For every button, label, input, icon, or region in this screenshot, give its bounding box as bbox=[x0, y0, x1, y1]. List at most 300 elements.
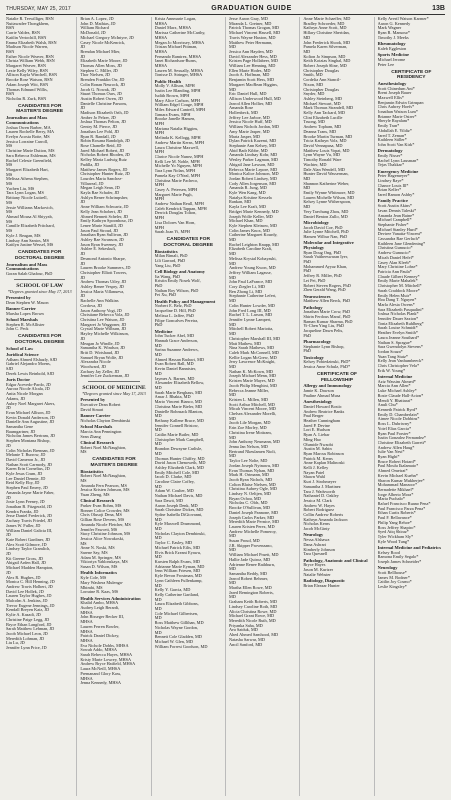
degree-note: *Degrees granted since May 17, 2013 bbox=[7, 288, 72, 294]
list-item: Kathleen Jane Glendening* bbox=[377, 241, 426, 246]
subsection-heading: Neurology bbox=[303, 532, 324, 538]
list-item: Christine Elizabeth Garrett* bbox=[377, 440, 427, 445]
list-item: Brooke Martin Turman, MD bbox=[303, 134, 353, 139]
list-item: Christopher M. Mitchell* bbox=[377, 284, 422, 289]
list-item: MD bbox=[303, 35, 311, 40]
list-item: Adam M. Springer, MS bbox=[80, 555, 121, 560]
list-item: Patricia Ann Paula* bbox=[377, 270, 412, 274]
list-item: Michael Patrick Eilts, MD bbox=[154, 545, 201, 550]
list-item: Jason Paul Stroud, JD bbox=[80, 228, 119, 233]
list-item: Edgar Acevedo-Pardo, JD bbox=[6, 382, 51, 387]
list-item: Smith, MD bbox=[303, 73, 323, 78]
list-item: Melissa L. Jaffee, PhD bbox=[154, 313, 194, 318]
list-item: Samantha Gene bbox=[6, 425, 34, 430]
list-item: Cordova, JD bbox=[80, 303, 103, 308]
list-item: Chris Olusoji Dena, MS bbox=[80, 513, 122, 518]
list-item: Britt D. Wirtshaud, JD bbox=[80, 350, 120, 355]
subsection-heading: Clinical Research bbox=[80, 498, 115, 504]
subsection-heading: Dermatology bbox=[377, 148, 403, 154]
list-item: Marla Alesia Owens* bbox=[377, 302, 415, 307]
list-item: MD bbox=[228, 275, 236, 280]
list-item: Kelly Y. Garcia, MD bbox=[154, 588, 191, 593]
list-item: Lauren Taylor Hughes, JD bbox=[6, 594, 52, 599]
list-item: Mohammad Manzoor* bbox=[377, 483, 418, 488]
list-item: Jennifer Lynne Lampert, bbox=[228, 318, 272, 322]
list-item: Melinda K. Kellogg, MPH bbox=[154, 136, 201, 141]
list-item: Jacob Michael Leon, JD bbox=[6, 631, 48, 636]
list-item: MD bbox=[303, 176, 311, 181]
list-item: Jonathan Lee Pohl, JD bbox=[80, 129, 119, 134]
subsection-heading: Journalism and Mass Communications bbox=[6, 261, 48, 272]
list-item: Brian A. Lopez, JD bbox=[80, 17, 114, 21]
list-item: MPH bbox=[154, 131, 164, 136]
list-item: MHSA bbox=[80, 610, 93, 615]
list-item: Taylor C. Easley, MD bbox=[154, 541, 193, 546]
list-item: Kendall Breyen Kaiz, JD bbox=[6, 608, 50, 613]
list-item: MHSA bbox=[80, 620, 93, 625]
list-item: Bridget Marie Kennedy, MD bbox=[228, 209, 279, 214]
list-item: Megan Leigh Sean, JD bbox=[80, 186, 120, 191]
list-item: JD bbox=[6, 533, 11, 538]
list-item: Kimberly Johnson bbox=[303, 547, 335, 552]
list-item: Matthew Louis Vopat, MD bbox=[303, 148, 350, 153]
divider bbox=[14, 279, 65, 280]
section-heading: CERTIFICATE OF FELLOWSHIP bbox=[316, 372, 358, 383]
list-item: Jordan Joseph Nyinawu, MD bbox=[228, 463, 280, 468]
list-item: JD bbox=[80, 45, 86, 50]
list-item: Daniel Marx, MHSA bbox=[154, 26, 192, 31]
list-item: Austin M. Sabin bbox=[303, 447, 332, 452]
list-item: Alex R. Hughes, JD bbox=[6, 575, 41, 580]
list-item: Kelly Jean Vanhumbeeck* bbox=[377, 359, 424, 364]
list-item: Stacy Christine Johnson, MS bbox=[80, 532, 131, 537]
list-item: Adam W. Coulter, MD bbox=[154, 489, 194, 494]
list-item: Joshua Owen Barber, MA bbox=[6, 125, 51, 130]
list-item: Casey Nicole McKenrick, bbox=[80, 40, 126, 45]
list-item: Maria Jasper, MD bbox=[228, 134, 260, 139]
list-item: Lexie Kelly Wiley, BSN bbox=[6, 68, 48, 73]
list-item: MD bbox=[303, 205, 311, 210]
list-item: Laura Elizabeth Gibbons, bbox=[154, 602, 199, 607]
list-item: Alex Scott Gilmore, JD bbox=[6, 542, 47, 547]
list-item: Leslie Kingsley* bbox=[377, 585, 407, 590]
section-heading: CANDIDATES FOR DOCTORAL DEGREE bbox=[14, 250, 65, 261]
list-item: Clint Elizabeth Lucille bbox=[303, 115, 343, 120]
list-item: Hansen Wilbur Nan, PhD bbox=[303, 234, 348, 239]
list-item: Aubry Noel Margaret Akers, bbox=[6, 401, 56, 406]
list-item: Lauren M. Sexually, MHSA bbox=[154, 68, 204, 73]
list-item: Hollenbeck, MD bbox=[228, 111, 258, 116]
list-item: Kendra Franks, JD bbox=[6, 509, 39, 514]
list-item: Scott Bellhouse* bbox=[377, 571, 407, 576]
subsection-heading: Neurosciences bbox=[303, 293, 331, 299]
list-item: Stephen Paul Emery, JD bbox=[6, 486, 48, 491]
list-item: Brooke Rose Watson, BSN bbox=[6, 78, 53, 83]
list-item: Colin Nicholas Brennan, JD bbox=[6, 448, 55, 453]
list-item: Melanie T. Burrow, JD bbox=[6, 453, 46, 458]
list-item: John Scott Van Kirk* bbox=[377, 142, 415, 147]
list-item: Emily Mitchell Cole, MD bbox=[154, 470, 200, 475]
list-item: Jared Michael Robert, JD bbox=[80, 148, 125, 153]
list-item: Dale Alan Wendell, MD bbox=[303, 167, 345, 172]
list-item: Megan Jo Morrissey, MHSA bbox=[154, 40, 205, 45]
section-heading: CANDIDATES FOR DOCTORAL DEGREE bbox=[163, 237, 214, 248]
list-item: MD bbox=[154, 451, 162, 456]
page-header bbox=[6, 3, 445, 15]
list-item: Monica Kalice Johnson, MD bbox=[228, 172, 279, 177]
list-item: Ahmad Mousa Al Shiyyab, bbox=[6, 215, 53, 219]
list-item: Graham Keith Roberts, MD bbox=[228, 600, 277, 605]
list-item: Lee Daniel Dennie, JD bbox=[6, 476, 46, 481]
list-item: Filipe Goncalves Pereira, bbox=[154, 318, 199, 323]
list-item: Matthew James Rogers, JD bbox=[80, 167, 128, 172]
list-item: Susan Proud, MD bbox=[228, 539, 260, 544]
list-item: Judith Brown, MPH bbox=[154, 93, 190, 98]
list-item: Lili Garrard, PhD bbox=[154, 258, 186, 263]
list-item: Nicholas Clayton Dembinski, bbox=[154, 531, 206, 536]
list-item: Stephanie Lynn Bishop, bbox=[303, 344, 345, 349]
list-item: Jared T. Zeman* bbox=[377, 133, 407, 138]
list-item: Christine Marie Dutton, MS bbox=[6, 149, 55, 154]
list-item: MPH bbox=[154, 225, 164, 230]
list-item: Priyanka Saha, MD bbox=[228, 623, 263, 628]
list-item: Luke Michael Ashley* bbox=[377, 389, 417, 394]
list-item: Christina Marie Bieler, MD bbox=[154, 404, 203, 409]
list-item: MD bbox=[154, 583, 162, 588]
subsection-heading: Clinical Research bbox=[80, 439, 115, 445]
list-item: Trevor Eugene Jennings, JD bbox=[6, 603, 55, 608]
list-item: Amanda Nicole Fletcher, MS bbox=[80, 522, 131, 527]
list-item: Jordan Souza* bbox=[377, 349, 403, 354]
list-item: Emily Helen Muir* bbox=[377, 293, 412, 298]
list-item: Yuchen Liu, MS bbox=[6, 186, 35, 191]
list-item: J.R. Skipper Provenzano, bbox=[228, 543, 273, 548]
list-item: Austin Robert Owen, JD bbox=[80, 96, 123, 101]
list-item: Joseph James Schneider* bbox=[377, 560, 422, 565]
list-item: Kate Robert Gardiner, JD bbox=[6, 537, 50, 542]
list-item: Sarah Christine Dickes, MD bbox=[154, 508, 204, 513]
list-item: Jeffrey William Lagasse, bbox=[228, 270, 272, 275]
list-item: Lourdes Maria Sanchez- bbox=[80, 176, 123, 181]
list-item: Monica C. Hill Henning, JD bbox=[6, 580, 55, 585]
list-item: Kelsey Lynne Witherspoon, bbox=[303, 200, 352, 205]
list-item: Jesse Daniel Frederick, JD bbox=[6, 514, 52, 519]
list-item: Kaitlin Vertochill, BSN bbox=[6, 35, 47, 40]
list-item: Jacob David Coe, PhD bbox=[303, 225, 343, 230]
subsection-heading: Medicine bbox=[154, 328, 173, 334]
list-item: McDonald, JD bbox=[80, 31, 106, 36]
list-item: Philip Yang Rehoe* bbox=[377, 520, 412, 525]
list-item: Margaret Marie Pugh, bbox=[154, 192, 193, 197]
list-item: Syed Atiq Shiraz* bbox=[377, 530, 409, 535]
list-item: Amy Marie Jasper, MD bbox=[228, 129, 270, 134]
list-item: Norbert E. Belz, PhD bbox=[154, 304, 192, 309]
list-item: Danielle Christine Parsons, bbox=[80, 101, 128, 106]
list-item: Meredith Lohman, JD bbox=[6, 636, 45, 641]
list-item: Nathan Scott Carmody, JD bbox=[6, 462, 53, 467]
list-item: Christopher Douglas bbox=[303, 87, 339, 92]
list-item: Kristy Marie Lowrey, MHSA bbox=[80, 657, 132, 662]
list-item: Claude Gilbert Kenney* bbox=[377, 274, 420, 279]
list-item: Matt Mathew, MD bbox=[228, 341, 262, 346]
list-item: Caitlin Marie Butler, MD bbox=[154, 433, 199, 438]
list-item: Mary Alice Carlson, MPH bbox=[154, 98, 201, 103]
list-item: Stuart Thomas Ours, JD bbox=[80, 92, 122, 97]
list-item: Bryce Hayes bbox=[303, 563, 326, 568]
list-item: Heather Evelyn Smith* bbox=[377, 331, 418, 336]
list-item: Emily Tran* bbox=[377, 124, 400, 129]
list-item: Thomas Hunter Chiffey, MD bbox=[154, 456, 205, 461]
list-item: Dean Stephen W. Mason bbox=[6, 300, 49, 305]
list-item: MD bbox=[228, 567, 236, 572]
list-item: John Tucker Abel, MD bbox=[154, 334, 195, 339]
list-item: Chance Louis Ill* bbox=[377, 183, 409, 188]
list-item: Micah Vincent Moore, MD bbox=[228, 407, 276, 412]
list-item: Goran Salah Ghafour, PhD bbox=[6, 271, 53, 276]
list-item: MD bbox=[303, 186, 311, 191]
list-item: Hayley Michelle Wilkinson, bbox=[80, 332, 129, 337]
list-item: Natalie Webster bbox=[303, 572, 331, 577]
graduate-list-columns bbox=[6, 17, 445, 796]
list-item: Andrew Nathan Reull, MPH bbox=[154, 202, 204, 207]
list-item: Evan Thomas Nyhan, MD bbox=[228, 468, 275, 473]
list-item: Lindsey N. Oeltjen, MD bbox=[228, 492, 271, 497]
list-item: Krista Annmarie Logan, bbox=[154, 17, 197, 21]
list-item: Amanda R. Jung, MD bbox=[228, 186, 267, 191]
list-item: John Paul LaFrance, MD bbox=[228, 280, 273, 285]
list-item: Colton Blaise Nielsen, MD bbox=[228, 482, 276, 487]
list-item: Rebecca Jeanne Miller, bbox=[228, 388, 270, 393]
list-item: John Bisseger Becker III, bbox=[80, 615, 124, 620]
list-item: Joseph Carlos Parker, MD bbox=[228, 515, 275, 520]
list-item: Andrew Michelle Pomeroy, bbox=[228, 529, 277, 534]
list-item: Paul Francisco Parza Pena* bbox=[377, 506, 426, 511]
list-item: PhD bbox=[303, 269, 311, 274]
list-item: Thomas Edmund Willis, bbox=[6, 87, 48, 92]
subsection-heading: Internal Medicine bbox=[377, 374, 413, 380]
list-item: Stephanie Catherine Lefert, bbox=[228, 294, 277, 299]
list-item: Abid Badr Kibbe, MD bbox=[228, 148, 268, 153]
list-item: MPH bbox=[154, 197, 164, 202]
list-item: Jessica Alice Nowakoski, bbox=[80, 536, 125, 541]
list-item: Amanda Jean Baine* bbox=[377, 213, 415, 218]
subsection-heading: Emergency Medicine bbox=[377, 168, 419, 174]
list-item: William Nichols Jordan, MD bbox=[228, 125, 279, 130]
list-item: Tara Lynn Nolan, MPH bbox=[154, 169, 196, 174]
list-item: Sheryle Rayalam* bbox=[377, 119, 410, 124]
list-item: Meagan Jo Windle, JD bbox=[80, 341, 120, 346]
list-item: Woodward, JD bbox=[80, 365, 106, 370]
list-item: Abdullah E. Yildiz* bbox=[377, 128, 412, 133]
list-item: Paul Moulu Ikalamato* bbox=[377, 464, 419, 469]
list-item: JD bbox=[6, 570, 11, 575]
list-item: Rachel Lynn Lausman* bbox=[377, 158, 419, 163]
subsection-heading: Rheumatology bbox=[377, 41, 406, 47]
list-item: Jenn William Friesen, MD bbox=[154, 569, 201, 574]
list-item: MPH bbox=[154, 122, 164, 127]
list-item: Andrew Beatrice Banks bbox=[303, 409, 345, 414]
list-item: Paul F. Bellavance* bbox=[377, 516, 412, 521]
list-item: Abigail Jane Lawson, MD bbox=[228, 162, 275, 167]
list-item: Robert Noel McNaughton, bbox=[80, 445, 127, 450]
list-item: Raman Kumar Sharma, PhD bbox=[303, 319, 353, 324]
list-item: Caleb Kendrick Tappan, MPH bbox=[154, 206, 207, 211]
list-item: Brent Joseph Bauer bbox=[377, 91, 412, 96]
list-item: MD bbox=[154, 414, 162, 419]
list-item: MD bbox=[228, 548, 236, 553]
list-item: Jessica Ann Hayden, MD bbox=[228, 49, 273, 54]
list-item: Benjamin Edwin Grinspan bbox=[377, 100, 424, 105]
list-item: MD bbox=[154, 527, 162, 532]
list-item: Camille Elizabeth Pritchard, bbox=[6, 224, 55, 229]
list-item: Kellie Logan McGrew, MD bbox=[228, 355, 277, 360]
list-item: Eric Daniel Hull, MD bbox=[228, 92, 267, 97]
list-item: Jason M. Kurtzer bbox=[303, 567, 334, 572]
list-item: Fei Xu, PhD bbox=[154, 293, 177, 298]
list-item: Lei Pei, PhD bbox=[303, 278, 326, 283]
list-item: Wachter, MD bbox=[303, 162, 327, 167]
list-item: Nathan K. McKown, MD bbox=[228, 369, 274, 374]
list-item: MD bbox=[154, 343, 162, 348]
list-item: Ethan Curtis Roberts* bbox=[377, 511, 416, 516]
list-item: MD bbox=[154, 428, 162, 433]
list-item: Caleb Mark McConnell, MD bbox=[228, 350, 279, 355]
list-item: Javan Dennis Taleski* bbox=[377, 208, 417, 213]
list-item: Samantha K. Windsor, JD bbox=[80, 346, 125, 351]
subsection-heading: Health Informatics bbox=[80, 570, 117, 576]
subsection-heading: Pathology bbox=[303, 304, 323, 310]
list-item: MD bbox=[228, 45, 236, 50]
section-heading: CANDIDATES FOR MASTER'S DEGREE bbox=[90, 457, 138, 468]
list-item: Jacob Philip Menghini, MD bbox=[228, 383, 277, 388]
list-item: Lynn Cathleen Fullenkamp, bbox=[154, 578, 203, 583]
list-item: Tejas Thakkar* bbox=[377, 163, 405, 168]
subsection-heading: Juridical Science bbox=[6, 351, 39, 357]
list-item: Kenneth Patrick Byrd* bbox=[377, 407, 418, 412]
list-item: Reid Kelly Eby, JD bbox=[6, 481, 40, 486]
list-item: Sydne Isabella DiGiovanni, bbox=[154, 512, 203, 517]
list-item: Esther Nicole Weaver, BSN bbox=[6, 54, 54, 59]
column-4 bbox=[225, 17, 296, 796]
list-item: Brooke O'Sullivan, MD bbox=[228, 506, 270, 511]
list-item: Christiane Rebecca Vola, JD bbox=[80, 313, 130, 318]
section-heading: CERTIFICATE OF RESIDENCY bbox=[391, 69, 432, 80]
list-item: Sarina Suzanne Andrews, bbox=[154, 348, 199, 353]
list-item: Chelsea Alexander Morelli, bbox=[228, 412, 277, 417]
list-item: Bryan Ochoa, MD bbox=[228, 496, 261, 501]
list-item: Baumgartner, JD bbox=[6, 429, 36, 434]
list-item: Jennifer Lee Zuckerman, JD bbox=[80, 374, 130, 379]
list-item: Cassandra Rae Gerlach* bbox=[377, 237, 420, 242]
list-item: Jordan Robert Lindsey, MD bbox=[228, 176, 277, 181]
list-item: Cordelia Ann Stancil- bbox=[303, 78, 341, 83]
list-item: Natalie R. Terwilliger, BSN bbox=[6, 17, 54, 21]
list-item: Natasha Sarwar, MD bbox=[228, 637, 265, 642]
list-item: Rosie Claude Hall-Acton* bbox=[377, 393, 424, 398]
list-item: MD bbox=[228, 435, 236, 440]
list-item: Ellen Marie Hodes, MD bbox=[228, 68, 271, 73]
list-item: JD bbox=[80, 275, 86, 280]
list-item: MHSA bbox=[80, 629, 93, 634]
list-item: Bethany Kallene Bruce, MD bbox=[154, 418, 204, 423]
list-item: Matthew Allen Berck, PhD bbox=[303, 299, 351, 304]
list-item: Amanda Jayne Marie Faber, bbox=[6, 490, 55, 495]
list-item: Peter Lee bbox=[377, 62, 394, 67]
subsection-heading: Microbiology bbox=[303, 219, 329, 225]
list-item: Tara J. Wadsworth bbox=[303, 489, 336, 494]
list-item: MD bbox=[228, 595, 236, 600]
list-item: Nuttawadee Thongkhem, bbox=[6, 21, 50, 26]
list-item: Kit Greene Gross, JD bbox=[6, 556, 43, 561]
list-item: John D. Mathias, JD bbox=[80, 21, 116, 26]
list-item: William Daniel Galicia III, bbox=[6, 528, 53, 533]
list-item: Daniel Howard Bostic bbox=[303, 404, 342, 409]
list-item: Jennifer Dauer Saxton* bbox=[377, 317, 419, 322]
list-item: Ross L. Dubriwny* bbox=[377, 422, 412, 427]
list-item: Ben Zhong Li, MD bbox=[228, 289, 263, 294]
list-item: Scott Austin Akins* bbox=[377, 204, 413, 209]
list-item: Jacob McGinty bbox=[303, 527, 330, 532]
list-item: Laura McNeill, MHSA bbox=[80, 667, 121, 672]
list-item: Rafael Francisco Ruano Pena* bbox=[377, 502, 431, 507]
list-item: MHSA bbox=[154, 49, 168, 54]
list-item: Lori E. Hudson bbox=[303, 428, 330, 433]
list-item: Ahmed Omeirat* bbox=[377, 469, 408, 474]
list-item: David Jason Chenoweth, MD bbox=[154, 461, 206, 466]
list-item: Brittany Nicole Luttrell, bbox=[6, 196, 48, 201]
list-item: Sarah Joan Yi, MPH bbox=[154, 230, 190, 235]
list-item: Hallie Jade Quiroz, MD bbox=[228, 557, 271, 562]
list-item: Nixon, MD bbox=[303, 82, 324, 87]
list-item: Kayla Lee Kraft, MD bbox=[228, 205, 266, 210]
list-item: Bradley Schroeder, MD bbox=[303, 21, 345, 26]
list-item: Cole Michael Gilbertsen, bbox=[154, 611, 198, 616]
list-item: Amanda Lindsay Kohr, MD bbox=[228, 153, 278, 158]
list-item: Janet Richardson-Burns, bbox=[154, 59, 197, 64]
list-item: Hannah Grace Anderson, bbox=[154, 338, 198, 343]
list-item: MD bbox=[228, 261, 236, 266]
list-item: JD bbox=[6, 552, 11, 557]
list-item: MD bbox=[303, 49, 311, 54]
column-3 bbox=[151, 17, 222, 796]
list-item: Jacob D. Clarke, MD bbox=[154, 475, 192, 480]
list-item: MS bbox=[6, 172, 13, 177]
list-item: Crystal Marie Wilburn, JD bbox=[80, 327, 127, 332]
list-item: Micah Daniel Hefel* bbox=[377, 255, 414, 260]
list-item: Emily Kathryn Spoonhour, JD bbox=[80, 219, 133, 224]
list-item: Amar J. Bhakta, MD bbox=[154, 395, 191, 400]
list-item: MD bbox=[228, 299, 236, 304]
list-item: Brenden Franklin Orr, JD bbox=[80, 78, 125, 83]
list-item: MS bbox=[80, 478, 87, 483]
list-item: Jonathan Marie Crow, PhD bbox=[303, 310, 351, 315]
list-item: Michael Gregory McIntyre, JD bbox=[80, 35, 134, 40]
list-item: Laura Christine Maxwell, bbox=[154, 145, 199, 150]
list-item: Nicholas R. Zurk, BSN bbox=[6, 96, 47, 101]
list-item: Christopher Hunter Ruiz, JD bbox=[80, 172, 130, 177]
list-item: MHSA bbox=[154, 35, 168, 40]
list-item: BSN bbox=[6, 49, 15, 54]
list-item: Jamie K. Dawson bbox=[303, 389, 334, 394]
list-item: Kathryn Anne Scott, MD bbox=[303, 26, 347, 31]
subsection-heading: Internal Medicine and Pediatrics bbox=[377, 544, 442, 550]
list-item: Gentry M. Pierce, JD bbox=[80, 125, 117, 130]
column-6 bbox=[374, 17, 445, 796]
list-item: Nathan S. Sprague* bbox=[377, 340, 412, 345]
list-item: Sarah Rebecca Hayes, MHSA bbox=[80, 653, 133, 658]
subsection-heading: Journalism and Mass Communications bbox=[6, 115, 48, 125]
list-item: Patrick Thomas Grogan, MD bbox=[228, 26, 280, 31]
